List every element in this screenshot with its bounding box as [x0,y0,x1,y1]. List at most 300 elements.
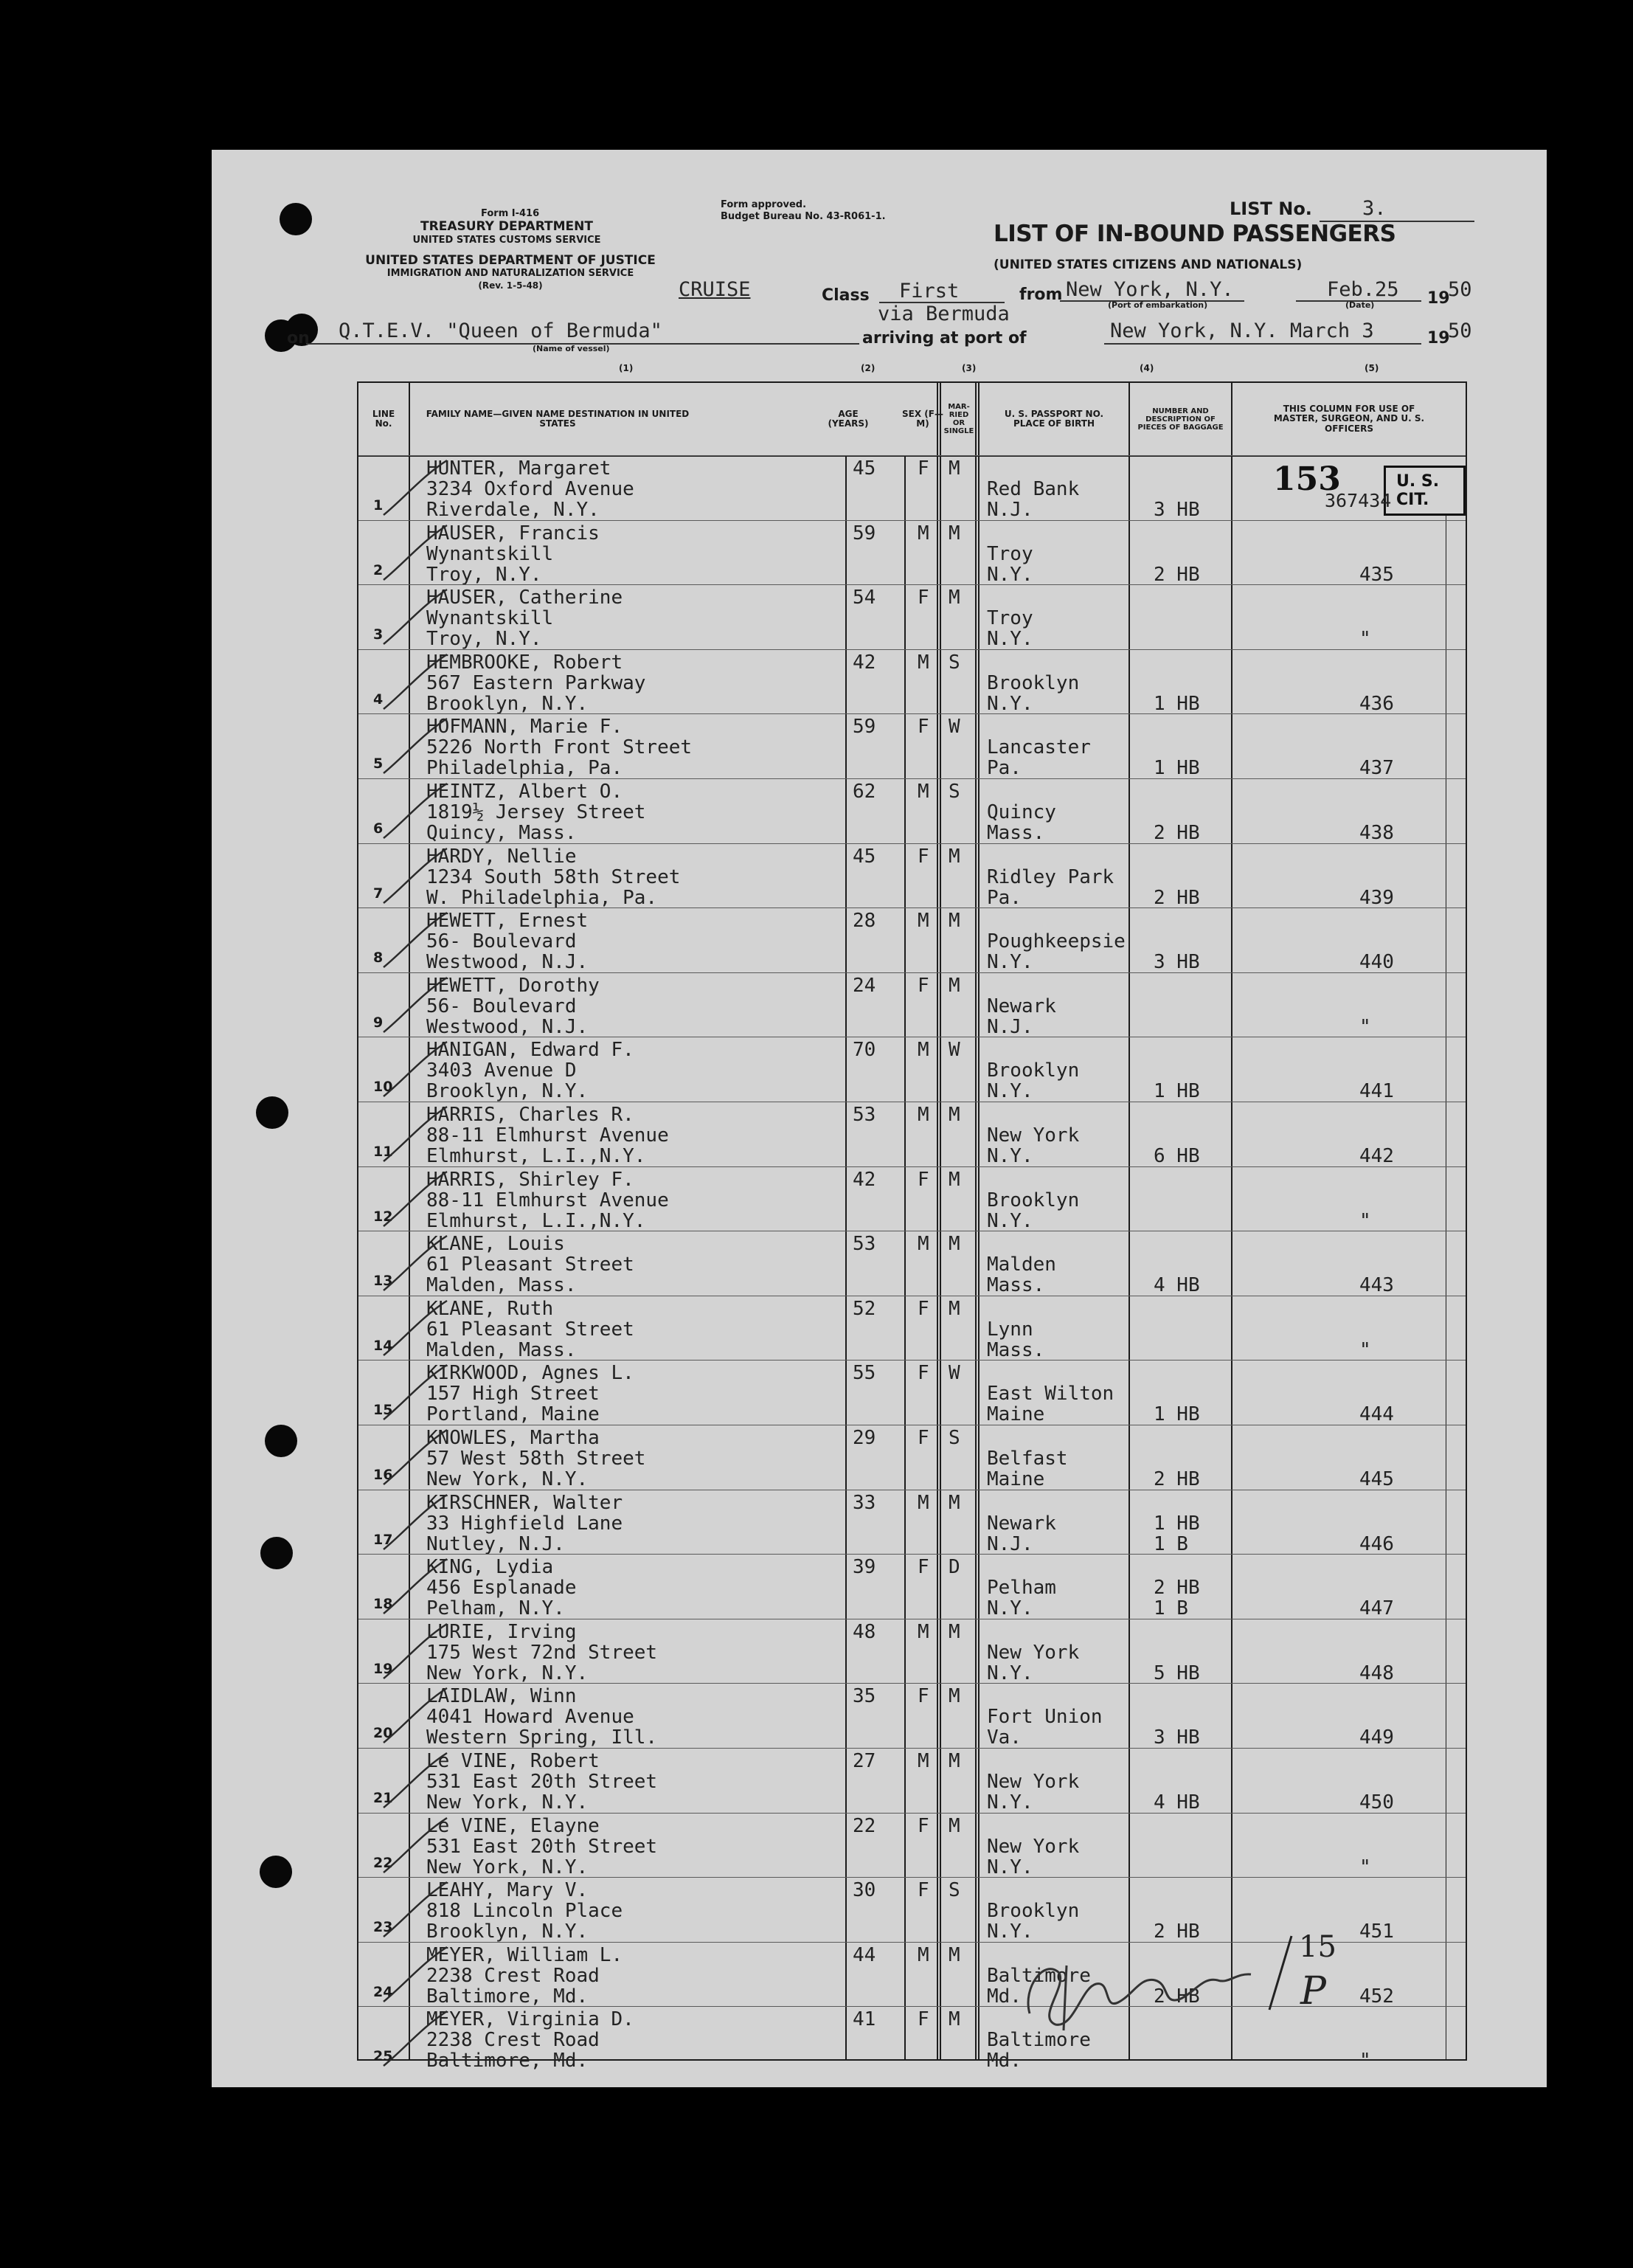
justice-department: UNITED STATES DEPARTMENT OF JUSTICE [365,253,656,268]
passenger-marital: M [949,1620,960,1643]
table-row [358,584,1466,650]
official-code: 442 [1359,1145,1394,1167]
passenger-marital: S [949,651,960,674]
birthplace-line1: Poughkeepsie [987,930,1126,953]
line-number: 13 [373,1273,393,1290]
passenger-name: LAIDLAW, Winn [426,1685,577,1708]
passenger-sex: F [918,845,929,868]
table-row [358,1037,1466,1102]
passenger-sex: M [918,1750,929,1772]
passenger-address: 88-11 Elmhurst Avenue [426,1124,669,1147]
passenger-name: HARRIS, Shirley F. [426,1168,634,1191]
official-code: 450 [1359,1791,1394,1814]
baggage-line1: 2 HB [1154,886,1200,909]
passenger-marital: S [949,1427,960,1449]
birthplace-line2: N.J. [987,499,1033,521]
embarkation-date: Feb.25 [1327,278,1399,301]
line-number: 1 [373,497,384,514]
passenger-city: Brooklyn, N.Y. [426,1080,589,1103]
line-number: 7 [373,885,384,902]
passenger-age: 39 [853,1556,876,1579]
passenger-address: 61 Pleasant Street [426,1254,634,1276]
passenger-name: MEYER, Virginia D. [426,2008,634,2031]
birthplace-line1: Malden [987,1254,1056,1276]
passenger-sex: M [918,522,929,544]
passenger-address: 33 Highfield Lane [426,1512,623,1535]
birthplace-line1: Brooklyn [987,1900,1080,1923]
passenger-city: Baltimore, Md. [426,1985,589,2008]
birthplace-line2: N.Y. [987,1920,1033,1943]
passenger-sex: M [918,1233,929,1256]
header-age: AGE (YEARS) [828,408,869,429]
vessel-caption: (Name of vessel) [533,344,610,353]
baggage-line1: 6 HB [1154,1145,1200,1167]
table-row [358,1102,1466,1167]
birthplace-line2: Maine [987,1468,1045,1490]
passenger-address: Wynantskill [426,542,554,565]
passenger-age: 24 [853,974,876,997]
passenger-marital: D [949,1556,960,1579]
line-number: 20 [373,1725,393,1742]
passenger-name: HARRIS, Charles R. [426,1104,634,1126]
passenger-city: New York, N.Y. [426,1662,589,1684]
birthplace-line1: Fort Union [987,1706,1103,1729]
passenger-marital: M [949,2008,960,2031]
passenger-address: 56- Boulevard [426,930,577,953]
passenger-name: KIRKWOOD, Agnes L. [426,1362,634,1385]
passenger-marital: W [949,1039,960,1062]
passenger-address: 88-11 Elmhurst Avenue [426,1189,669,1211]
passenger-address: 157 High Street [426,1383,600,1406]
line-number: 4 [373,691,384,708]
col-num-1: (1) [619,363,634,373]
passenger-name: HANIGAN, Edward F. [426,1039,634,1062]
baggage-line1: 2 HB [1154,1577,1200,1600]
passenger-sex: F [918,716,929,739]
passenger-age: 45 [853,457,876,480]
birthplace-line2: N.J. [987,1532,1033,1555]
baggage-line1: 1 HB [1154,1512,1200,1535]
arrival-port-date: New York, N.Y. March 3 [1110,319,1374,342]
baggage-line2: 1 B [1154,1532,1188,1555]
table-row [358,1231,1466,1296]
official-code: 436 [1359,692,1394,715]
baggage-line1: 2 HB [1154,563,1200,586]
passenger-marital: M [949,1233,960,1256]
passenger-name: HEWETT, Dorothy [426,974,600,997]
passenger-city: Philadelphia, Pa. [426,757,623,780]
passenger-address: 2238 Crest Road [426,1964,600,1987]
stamp-number: 153 [1273,460,1341,498]
col-num-4: (4) [1140,363,1154,373]
birthplace-line1: East Wilton [987,1383,1114,1406]
passenger-age: 33 [853,1491,876,1514]
year-prefix: 19 [1427,289,1450,308]
official-code: " [1359,1856,1371,1878]
birthplace-line2: Mass. [987,1274,1045,1297]
line-number: 18 [373,1596,393,1613]
passenger-address: 56- Boulevard [426,995,577,1017]
baggage-line1: 4 HB [1154,1274,1200,1297]
passenger-city: Westwood, N.J. [426,951,589,974]
birthplace-line2: N.Y. [987,1791,1033,1814]
line-number: 16 [373,1467,393,1483]
header-sex: SEX (F—M) [902,408,943,429]
birthplace-line1: Belfast [987,1448,1068,1470]
official-code: 440 [1359,951,1394,974]
passenger-sex: F [918,974,929,997]
table-row [358,1683,1466,1749]
line-number: 3 [373,626,384,643]
birthplace-line2: N.Y. [987,1597,1033,1620]
passenger-name: KIRSCHNER, Walter [426,1491,623,1514]
baggage-line1: 1 HB [1154,692,1200,715]
birthplace-line1: New York [987,1771,1080,1793]
official-code: 447 [1359,1597,1394,1620]
passenger-city: New York, N.Y. [426,1791,589,1814]
passenger-name: HAUSER, Catherine [426,587,623,609]
birthplace-line2: N.J. [987,1015,1033,1038]
embarkation-year: 50 [1448,278,1472,301]
passenger-city: Quincy, Mass. [426,822,577,844]
baggage-line1: 3 HB [1154,951,1200,974]
passenger-city: New York, N.Y. [426,1468,589,1490]
passenger-city: W. Philadelphia, Pa. [426,886,658,909]
official-code: " [1359,628,1371,651]
passenger-name: HARDY, Nellie [426,845,577,868]
official-code: 443 [1359,1274,1394,1297]
official-code: 435 [1359,563,1394,586]
passenger-marital: S [949,1879,960,1902]
table-row [358,1425,1466,1490]
passenger-city: Elmhurst, L.I.,N.Y. [426,1145,646,1167]
passenger-age: 22 [853,1814,876,1837]
passenger-sex: M [918,1620,929,1643]
passenger-sex: M [918,1104,929,1126]
header-line-no: LINE No. [372,408,395,429]
passenger-sex: F [918,1556,929,1579]
passenger-name: HEWETT, Ernest [426,910,589,933]
passenger-sex: M [918,651,929,674]
passenger-sex: M [918,1943,929,1966]
official-code: 441 [1359,1080,1394,1103]
birthplace-line1: Baltimore [987,1964,1091,1987]
class-value: First [899,280,960,302]
passenger-name: LEAHY, Mary V. [426,1879,589,1902]
line-number: 9 [373,1014,384,1031]
on-label: on [287,329,310,348]
official-code: 449 [1359,1726,1394,1749]
passenger-name: KLANE, Ruth [426,1297,554,1320]
header-official: THIS COLUMN FOR USE OF MASTER, SURGEON, AND U. S. OFFICERS [1273,404,1425,434]
passenger-city: Western Spring, Ill. [426,1726,658,1749]
baggage-line1: 3 HB [1154,1726,1200,1749]
official-code: 451 [1359,1920,1394,1943]
passenger-marital: M [949,522,960,544]
line-number: 5 [373,756,384,772]
birthplace-line2: Va. [987,1726,1022,1749]
revision-date: (Rev. 1-5-48) [478,280,543,291]
passenger-name: HUNTER, Margaret [426,457,611,480]
passenger-sex: F [918,1362,929,1385]
code-first: 367434 [1325,490,1392,511]
arrival-year-prefix: 19 [1427,329,1450,348]
budget-bureau: Budget Bureau No. 43-R061-1. [721,211,886,222]
passenger-marital: M [949,845,960,868]
passenger-age: 29 [853,1427,876,1449]
passenger-marital: M [949,587,960,609]
passenger-sex: F [918,1427,929,1449]
passenger-marital: W [949,1362,960,1385]
birthplace-line1: Brooklyn [987,671,1080,694]
passenger-table [357,381,1467,2072]
binder-hole [260,1856,292,1888]
page-title: LIST OF IN-BOUND PASSENGERS [994,221,1396,247]
col-num-2: (2) [861,363,876,373]
official-code: 452 [1359,1985,1394,2008]
passenger-marital: M [949,457,960,480]
table-row [358,649,1466,715]
official-code: 446 [1359,1532,1394,1555]
customs-service: UNITED STATES CUSTOMS SERVICE [412,235,601,246]
passenger-address: 4041 Howard Avenue [426,1706,634,1729]
official-code: 444 [1359,1403,1394,1426]
signature-icon [1015,1943,1266,2032]
passenger-address: 2238 Crest Road [426,2029,600,2052]
from-label: from [1019,286,1063,304]
passenger-age: 54 [853,587,876,609]
official-code: " [1359,1338,1371,1361]
birthplace-line1: Newark [987,1512,1056,1535]
official-code: " [1359,2050,1371,2072]
passenger-marital: M [949,1168,960,1191]
immigration-service: IMMIGRATION AND NATURALIZATION SERVICE [386,268,634,279]
passenger-address: 818 Lincoln Place [426,1900,623,1923]
binder-hole [260,1537,293,1569]
birthplace-line2: N.Y. [987,1080,1033,1103]
passenger-marital: W [949,716,960,739]
passenger-age: 44 [853,1943,876,1966]
passenger-sex: F [918,1814,929,1837]
header-passport: U. S. PASSPORT NO. PLACE OF BIRTH [1004,408,1104,429]
passenger-city: Pelham, N.Y. [426,1597,565,1620]
svg-text:15: 15 [1299,1930,1336,1964]
table-row [358,713,1466,779]
table-row [358,1748,1466,1814]
port-caption: (Port of embarkation) [1108,300,1208,310]
passenger-sex: F [918,1685,929,1708]
port-of-embarkation: New York, N.Y. [1066,278,1234,301]
table-row [358,1490,1466,1555]
birthplace-line1: New York [987,1835,1080,1858]
line-number: 14 [373,1337,393,1354]
passenger-address: 5226 North Front Street [426,736,693,759]
line-number: 22 [373,1854,393,1871]
passenger-marital: M [949,1814,960,1837]
line-number: 23 [373,1919,393,1936]
line-number: 6 [373,820,384,837]
form-number: Form I-416 [481,208,540,219]
passenger-address: 1234 South 58th Street [426,865,681,888]
passenger-city: Elmhurst, L.I.,N.Y. [426,1209,646,1232]
page-subtitle: (UNITED STATES CITIZENS AND NATIONALS) [994,257,1303,272]
passenger-sex: M [918,1491,929,1514]
tally-mark [1255,1921,1343,2017]
document-page [212,150,1547,2087]
birthplace-line2: Mass. [987,1338,1045,1361]
passenger-name: HEMBROOKE, Robert [426,651,623,674]
birthplace-line2: Pa. [987,886,1022,909]
passenger-marital: M [949,1104,960,1126]
passenger-sex: F [918,1297,929,1320]
line-number: 24 [373,1983,393,2000]
passenger-address: 61 Pleasant Street [426,1318,634,1341]
passenger-address: 531 East 20th Street [426,1835,658,1858]
baggage-line1: 2 HB [1154,1985,1200,2008]
line-number: 25 [373,2048,393,2065]
passenger-address: 531 East 20th Street [426,1771,658,1793]
birthplace-line1: Lynn [987,1318,1033,1341]
passenger-marital: M [949,1491,960,1514]
birthplace-line1: Lancaster [987,736,1091,759]
table-row [358,1296,1466,1361]
table-row [358,1554,1466,1619]
line-number: 8 [373,950,384,967]
passenger-city: Riverdale, N.Y. [426,499,600,521]
official-code: 439 [1359,886,1394,909]
passenger-marital: S [949,781,960,803]
arriving-label: arriving at port of [862,329,1027,348]
header-married: MAR-RIED OR SINGLE [943,403,974,435]
birthplace-line1: Baltimore [987,2029,1091,2052]
passenger-age: 53 [853,1104,876,1126]
table-row [358,972,1466,1038]
birthplace-line1: Brooklyn [987,1059,1080,1082]
birthplace-line2: Mass. [987,822,1045,844]
official-code: 437 [1359,757,1394,780]
table-row [358,520,1466,586]
passenger-city: Malden, Mass. [426,1338,577,1361]
baggage-line1: 1 HB [1154,757,1200,780]
passenger-sex: F [918,587,929,609]
passenger-city: Malden, Mass. [426,1274,577,1297]
table-row [358,907,1466,973]
official-code: " [1359,1015,1371,1038]
col-num-3: (3) [962,363,977,373]
birthplace-line2: Pa. [987,757,1022,780]
baggage-line1: 2 HB [1154,822,1200,844]
passenger-name: KNOWLES, Martha [426,1427,600,1449]
line-number: 17 [373,1531,393,1548]
list-no-value: 3. [1362,197,1387,220]
passenger-marital: M [949,1297,960,1320]
passenger-city: Brooklyn, N.Y. [426,1920,589,1943]
passenger-name: MEYER, William L. [426,1943,623,1966]
passenger-age: 42 [853,651,876,674]
baggage-line1: 2 HB [1154,1468,1200,1490]
birthplace-line1: Newark [987,995,1056,1017]
line-number: 21 [373,1790,393,1806]
passenger-age: 59 [853,522,876,544]
header-baggage: NUMBER AND DESCRIPTION OF PIECES OF BAGGAGE [1137,407,1224,432]
class-label: Class [822,286,870,305]
passenger-age: 45 [853,845,876,868]
birthplace-line2: N.Y. [987,1662,1033,1684]
passenger-address: Wynantskill [426,607,554,630]
passenger-city: Westwood, N.J. [426,1015,589,1038]
birthplace-line1: New York [987,1124,1080,1147]
svg-text:P: P [1300,1969,1326,2013]
us-citizen-stamp: U. S. CIT. [1384,466,1466,516]
passenger-age: 35 [853,1685,876,1708]
birthplace-line1: New York [987,1641,1080,1664]
birthplace-line1: Brooklyn [987,1189,1080,1211]
birthplace-line2: N.Y. [987,1209,1033,1232]
line-number: 2 [373,561,384,578]
table-row [358,778,1466,844]
birthplace-line2: N.Y. [987,1856,1033,1878]
passenger-age: 62 [853,781,876,803]
baggage-line1: 1 HB [1154,1403,1200,1426]
passenger-address: 57 West 58th Street [426,1448,646,1470]
line-number: 10 [373,1079,393,1096]
baggage-line1: 2 HB [1154,1920,1200,1943]
passenger-city: Baltimore, Md. [426,2050,589,2072]
official-code: 438 [1359,822,1394,844]
passenger-city: Troy, N.Y. [426,628,542,651]
passenger-name: Le VINE, Robert [426,1750,600,1772]
birthplace-line2: Md. [987,2050,1022,2072]
passenger-name: HOFMANN, Marie F. [426,716,623,739]
baggage-line1: 1 HB [1154,1080,1200,1103]
vessel-name: Q.T.E.V. "Queen of Bermuda" [339,319,662,342]
birthplace-line2: N.Y. [987,951,1033,974]
binder-hole [256,1096,288,1129]
passenger-city: Brooklyn, N.Y. [426,692,589,715]
line-number: 15 [373,1402,393,1419]
passenger-marital: M [949,974,960,997]
baggage-line1: 5 HB [1154,1662,1200,1684]
treasury-department: TREASURY DEPARTMENT [420,219,593,234]
birthplace-line2: N.Y. [987,563,1033,586]
passenger-marital: M [949,1685,960,1708]
passenger-address: 567 Eastern Parkway [426,671,646,694]
passenger-age: 53 [853,1233,876,1256]
passenger-age: 27 [853,1750,876,1772]
line-number: 19 [373,1660,393,1677]
passenger-age: 59 [853,716,876,739]
list-no-label: LIST No. [1230,198,1312,219]
arrival-year: 50 [1448,319,1472,342]
passenger-city: Portland, Maine [426,1403,600,1426]
official-code: " [1359,1209,1371,1232]
baggage-line1: 4 HB [1154,1791,1200,1814]
passenger-name: HEINTZ, Albert O. [426,781,623,803]
date-caption: (Date) [1345,300,1375,310]
passenger-age: 48 [853,1620,876,1643]
passenger-city: Nutley, N.J. [426,1532,565,1555]
birthplace-line2: N.Y. [987,692,1033,715]
baggage-line1: 3 HB [1154,499,1200,521]
birthplace-line1: Pelham [987,1577,1056,1600]
passenger-sex: F [918,457,929,480]
birthplace-line1: Ridley Park [987,865,1114,888]
header-name: FAMILY NAME—GIVEN NAME DESTINATION IN UNITED STATES [426,408,690,429]
baggage-line2: 1 B [1154,1597,1188,1620]
passenger-name: LURIE, Irving [426,1620,577,1643]
passenger-marital: M [949,910,960,933]
passenger-city: New York, N.Y. [426,1856,589,1878]
